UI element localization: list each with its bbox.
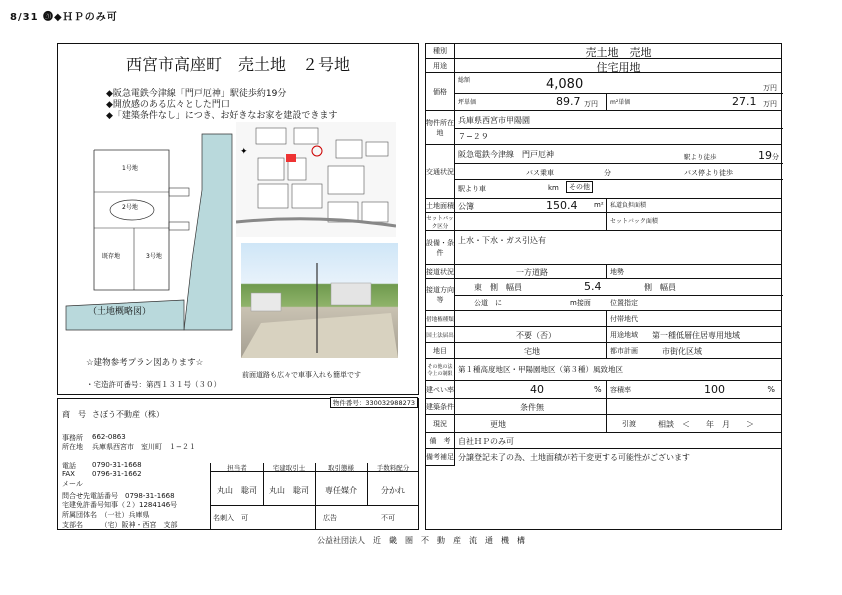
car-label: 駅より車: [458, 185, 486, 193]
lot-label: 1号地: [122, 165, 138, 172]
tel-label: 電話: [62, 462, 76, 470]
status-value: 更地: [490, 420, 506, 429]
license-number: 宅建免許番号知事（２）1284146号: [62, 501, 178, 509]
walk-minutes: 19: [758, 149, 772, 162]
remarks-value: 自社ＨＰのみ可: [458, 437, 514, 446]
row-label: 設備・条件: [426, 231, 455, 264]
page-title: 西宮市高座町 売土地 ２号地: [125, 55, 350, 74]
row-label: 交通状況: [426, 145, 455, 198]
row-label: その他の法令上の制限: [426, 359, 455, 380]
row-label: 価格: [426, 73, 455, 110]
car-unit: km: [548, 184, 559, 192]
row-label: 用途: [426, 59, 455, 72]
grid-header: 手数料配分: [376, 464, 410, 472]
row-label: 備考補足: [426, 449, 455, 466]
mail-label: メール: [62, 480, 83, 488]
company-panel: [57, 398, 419, 530]
lot-label: 3号地: [146, 253, 162, 260]
row-label: 接道状況: [426, 265, 455, 278]
frontage-label: m接面: [570, 299, 591, 307]
row-label: 借地権種類: [426, 311, 455, 326]
row-label: 国土法届出: [426, 327, 455, 342]
terrain-label: 地勢: [610, 268, 624, 276]
plan-note: ☆建物参考プラン図あります☆: [86, 358, 204, 368]
row-label: 接道方向等: [426, 279, 455, 310]
plan-label: （土地概略図）: [88, 307, 152, 317]
row-label: 物件所在地: [426, 111, 455, 144]
row-label: 建築条件: [426, 399, 455, 414]
grid-value: 分かれ: [381, 486, 405, 495]
facilities: 上水・下水・ガス引込有: [458, 236, 546, 245]
walk-unit: 分: [772, 153, 779, 161]
row-status: [426, 414, 781, 432]
m2-label: m²単価: [610, 99, 631, 106]
coverage-value: 40: [530, 383, 544, 396]
fax-number: 0796-31-1662: [92, 470, 142, 478]
page-header: 8/31 ⓴◆ＨＰのみ可: [10, 12, 118, 23]
row-label: 備 考: [426, 433, 455, 448]
conditions-value: 条件無: [520, 403, 544, 412]
row-national: [426, 326, 781, 342]
lot-label: 既存地: [102, 253, 121, 260]
row-road-direction: [426, 278, 781, 310]
row-label: 建ぺい率: [426, 381, 455, 398]
row-label: 地目: [426, 343, 455, 358]
tsubo-unit: 万円: [584, 100, 598, 108]
public-road-label: 公道 に: [474, 299, 502, 307]
zoning-value: 第一種低層住居専用地域: [652, 331, 740, 340]
property-details-table: [425, 43, 782, 530]
row-remarks: [426, 432, 781, 448]
property-type: 売土地 売地: [585, 46, 652, 59]
far-pct: %: [767, 385, 775, 394]
row-label: 土地面積: [426, 199, 455, 212]
road-1: 東 側 幅員: [474, 283, 522, 292]
grid-header: 担当者: [227, 464, 247, 472]
row-location: [426, 110, 781, 144]
site-photo: [241, 243, 398, 358]
row-conditions: [426, 398, 781, 414]
bus-unit: 分: [604, 169, 611, 177]
contact-phone: 問合せ先電話番号 0798-31-1668: [62, 492, 175, 500]
city-plan-value: 市街化区域: [662, 347, 702, 356]
price-unit: 万円: [763, 84, 777, 92]
row-restrictions: [426, 358, 781, 380]
tsubo-label: 坪単価: [458, 99, 477, 106]
property-overview-panel: [57, 43, 419, 395]
lot-label: 2号地: [122, 204, 138, 211]
footer-org: 公益社団法人 近 畿 圏 不 動 産 流 通 機 構: [317, 536, 525, 545]
office-postal: 662-0863: [92, 433, 126, 441]
grid-value: 丸山 聡司: [269, 486, 309, 495]
photo-caption: 前面道路も広々で車事入れも簡単です: [242, 371, 361, 379]
row-remarks-supplement: [426, 448, 781, 531]
area-type: 公簿: [458, 202, 474, 211]
m2-unit: 万円: [763, 100, 777, 108]
setback-area-label: セットバック面積: [610, 218, 658, 225]
row-road: [426, 264, 781, 278]
sign-label: 名刺入 可: [213, 514, 248, 522]
row-landcat: [426, 342, 781, 358]
grid-header: 宅建取引士: [272, 464, 306, 472]
tel-number: 0790-31-1668: [92, 461, 142, 469]
row-label: セットバック区分: [426, 213, 455, 230]
other-label: その他: [566, 181, 593, 193]
train-line: 阪急電鉄今津線 門戸厄神: [458, 150, 554, 159]
ad-value: 不可: [381, 514, 395, 522]
handover-label: 引渡: [622, 420, 636, 428]
row-coverage: [426, 380, 781, 398]
row-traffic: [426, 144, 781, 198]
office-label: 事務所: [62, 434, 83, 442]
ad-label: 広告: [323, 514, 337, 522]
row-area: [426, 198, 781, 212]
row-setback: [426, 212, 781, 230]
busstop-label: バス停より徒歩: [684, 169, 733, 177]
property-number: 物件番号：330032988273: [330, 397, 418, 408]
feature-line: ◆阪急電鉄今津線「門戸厄神」駅徒歩約19分: [106, 89, 287, 99]
grid-value: 専任媒介: [325, 486, 357, 495]
position-label: 位置指定: [610, 299, 638, 307]
row-label: 種別: [426, 44, 455, 58]
row-label: 現況: [426, 415, 455, 432]
national-value: 不要（否）: [516, 331, 556, 340]
feature-line: ◆「建築条件なし」につき、お好きなお家を建設できます: [106, 111, 338, 121]
handover-value: 相談 ＜ 年 月 ＞: [658, 420, 754, 429]
property-use: 住宅用地: [596, 61, 641, 74]
price-sub-label: 総額: [458, 77, 471, 84]
private-road-label: 私道負担面積: [610, 202, 647, 209]
m2-price: 27.1: [732, 95, 757, 108]
remarks-supplement-value: 分譲登記未了の為、土地面積が若干変更する可能性がございます: [458, 453, 690, 462]
zoning-label: 用途地域: [610, 331, 638, 339]
row-use: [426, 58, 781, 72]
far-label: 容積率: [610, 386, 631, 394]
area-value: 150.4: [546, 199, 578, 212]
row-type: [426, 44, 781, 58]
feature-line: ◆開放感のある広々とした門口: [106, 100, 230, 110]
row-price: [426, 72, 781, 110]
far-value: 100: [704, 383, 725, 396]
walk-label: 駅より徒歩: [684, 153, 717, 161]
location-map: [236, 122, 396, 237]
bus-label: バス乗車: [526, 169, 554, 177]
agent-grid: [210, 463, 419, 530]
road-1-width: 5.4: [584, 280, 602, 293]
road-status: 一方道路: [516, 268, 548, 277]
company-address: 兵庫県西宮市 室川町 １−２１: [92, 443, 196, 451]
rent-label: 付帯地代: [610, 315, 638, 323]
location-line-1: 兵庫県西宮市甲陽園: [458, 116, 530, 125]
association: 所属団体名 （一社）兵庫県: [62, 511, 150, 519]
row-facilities: [426, 230, 781, 264]
landcat-value: 宅地: [524, 347, 540, 356]
company-name: さぼう不動産（株）: [92, 410, 164, 419]
coverage-pct: %: [594, 385, 602, 394]
svg-text:✦: ✦: [240, 147, 248, 157]
area-unit: m²: [594, 201, 604, 209]
grid-value: 丸山 聡司: [217, 486, 257, 495]
city-plan-label: 都市計画: [610, 347, 638, 355]
fax-label: FAX: [62, 470, 75, 478]
branch: 支部名 （宅）阪神・西宮 支部: [62, 521, 178, 529]
grid-header: 取引態様: [328, 464, 354, 472]
location-line-2: ７−２９: [458, 132, 489, 141]
tsubo-price: 89.7: [556, 95, 581, 108]
address-label: 所在地: [62, 443, 83, 451]
permit-number: ・宅造許可番号：第西１３１号（３０）: [86, 380, 221, 389]
row-land-rights: [426, 310, 781, 326]
company-name-label: 商 号: [62, 410, 86, 419]
price-value: 4,080: [546, 77, 584, 92]
restrictions-value: 第１種高度地区・甲陽園地区（第３種）風致地区: [458, 365, 623, 374]
road-2: 側 幅員: [644, 283, 676, 292]
